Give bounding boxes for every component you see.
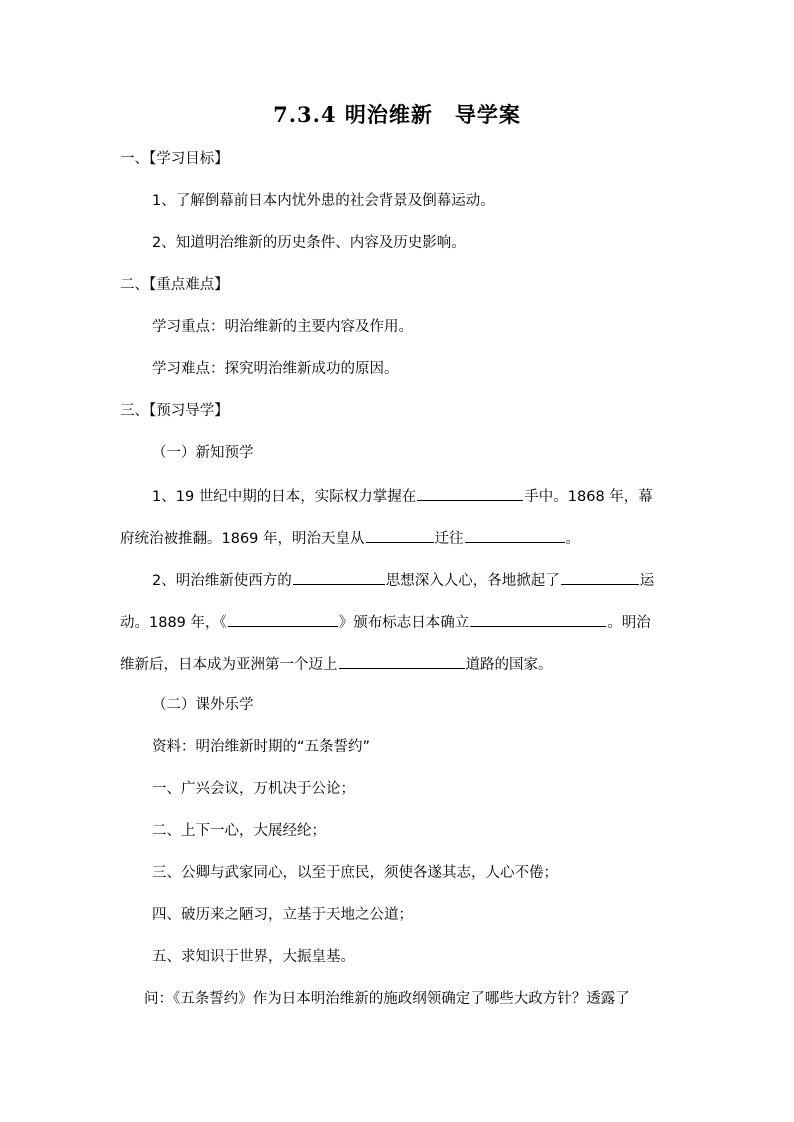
section-heading-preview: 三、【预习导学】 bbox=[120, 403, 229, 419]
oath-item-4: 四、破历来之陋习，立基于天地之公道； bbox=[152, 907, 413, 923]
question-2-text-c: 运 bbox=[639, 573, 655, 589]
question-1-text-d: 迁往 bbox=[434, 531, 464, 547]
material-title: 资料：明治维新时期的“五条誓约” bbox=[152, 739, 371, 755]
section-heading-key-points: 二、【重点难点】 bbox=[120, 277, 229, 293]
question-2-text-d: 动。1889 年，《 bbox=[120, 615, 227, 631]
question-2-line-1 bbox=[152, 569, 654, 591]
question-1-text-c: 府统治被推翻。1869 年，明治天皇从 bbox=[120, 531, 365, 547]
question-1-text-b: 手中。1868 年，幕 bbox=[524, 489, 653, 505]
question-1-text-e: 。 bbox=[565, 531, 581, 547]
question-2-text-h: 道路的国家。 bbox=[465, 657, 553, 673]
fill-blank-7[interactable] bbox=[470, 611, 606, 627]
fill-blank-3[interactable] bbox=[465, 527, 565, 543]
objective-item-1: 1、了解倒幕前日本内忧外患的社会背景及倒幕运动。 bbox=[152, 193, 495, 209]
question-2-text-a: 2、明治维新使西方的 bbox=[152, 573, 292, 589]
question-2-text-f: 。明治 bbox=[607, 615, 651, 631]
fill-blank-8[interactable] bbox=[339, 653, 465, 669]
fill-blank-2[interactable] bbox=[366, 527, 434, 543]
subsection-new-knowledge: （一）新知预学 bbox=[152, 445, 254, 461]
discussion-question: 问：《五条誓约》作为日本明治维新的施政纲领确定了哪些大政方针？透露了 bbox=[144, 991, 630, 1007]
question-2-text-e: 》颁布标志日本确立 bbox=[338, 615, 470, 631]
question-1-line-2 bbox=[120, 527, 580, 549]
question-2-line-3 bbox=[120, 653, 553, 675]
page-title: 7.3.4 明治维新 导学案 bbox=[273, 102, 521, 127]
oath-item-2: 二、上下一心，大展经纶； bbox=[152, 823, 326, 839]
question-2-text-b: 思想深入人心，各地掀起了 bbox=[385, 573, 560, 589]
subsection-extracurricular: （二）课外乐学 bbox=[152, 697, 254, 713]
section-heading-objectives: 一、【学习目标】 bbox=[120, 151, 229, 167]
question-1-text-a: 1、19 世纪中期的日本，实际权力掌握在 bbox=[152, 489, 417, 505]
key-point-difficulty: 学习难点：探究明治维新成功的原因。 bbox=[152, 361, 399, 377]
oath-item-5: 五、求知识于世界，大振皇基。 bbox=[152, 949, 355, 965]
question-1-line-1 bbox=[152, 485, 653, 507]
oath-item-1: 一、广兴会议，万机决于公论； bbox=[152, 781, 355, 797]
key-point-focus: 学习重点：明治维新的主要内容及作用。 bbox=[152, 319, 413, 335]
fill-blank-5[interactable] bbox=[561, 569, 639, 585]
question-2-line-2 bbox=[120, 611, 651, 633]
objective-item-2: 2、知道明治维新的历史条件、内容及历史影响。 bbox=[152, 235, 466, 251]
fill-blank-1[interactable] bbox=[417, 485, 523, 501]
oath-item-3: 三、公卿与武家同心，以至于庶民，须使各遂其志，人心不倦； bbox=[152, 865, 558, 881]
question-2-text-g: 维新后，日本成为亚洲第一个迈上 bbox=[120, 657, 338, 673]
fill-blank-6[interactable] bbox=[228, 611, 338, 627]
fill-blank-4[interactable] bbox=[293, 569, 385, 585]
